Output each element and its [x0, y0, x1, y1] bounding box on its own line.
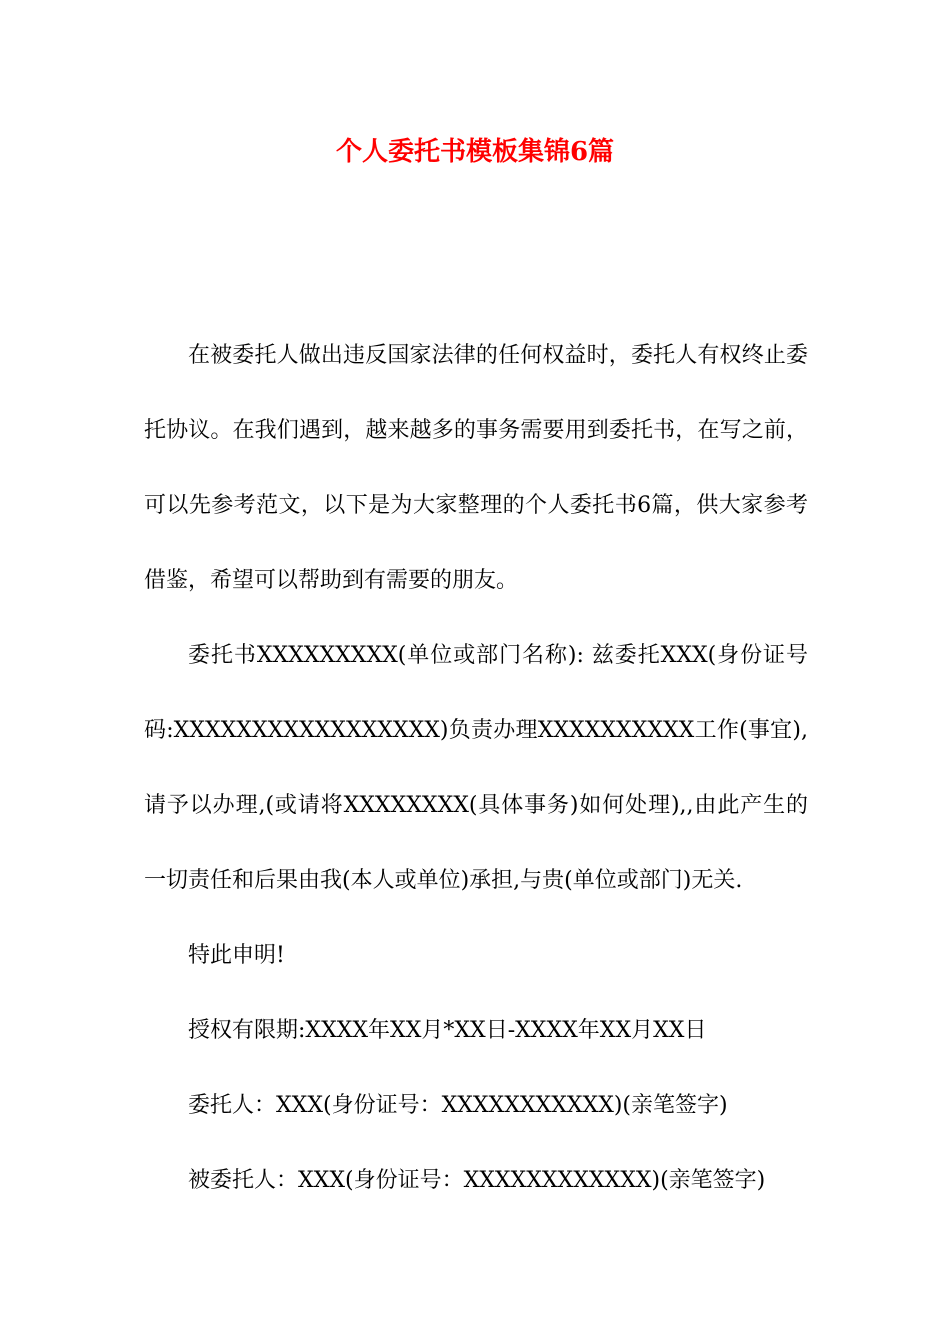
document-body — [144, 318, 808, 1218]
agent-signature-line: 被委托人：XXX(身份证号：XXXXXXXXXXXX)(亲笔签字) — [188, 1168, 766, 1193]
letter-paragraph: 委托书XXXXXXXXX(单位或部门名称): 兹委托XXX(身份证号码:XXXXXXXXXXXXXXXXX)负责办理XXXXXXXXXX工作(事宜),请予以办理,(或请将XXXXXXXX(具体事务)如何处理),,由此产生的一切责任和后果由我(本人或单位)承担,与贵(单位或部门)无关. — [144, 643, 808, 893]
document-title: 个人委托书模板集锦6篇 — [335, 137, 615, 167]
declaration-line: 特此申明! — [188, 943, 285, 968]
authorization-period-line: 授权有限期:XXXX年XX月*XX日-XXXX年XX月XX日 — [188, 1018, 707, 1043]
principal-signature-line: 委托人：XXX(身份证号：XXXXXXXXXXX)(亲笔签字) — [188, 1093, 728, 1118]
intro-paragraph: 在被委托人做出违反国家法律的任何权益时，委托人有权终止委托协议。在我们遇到，越来越多的事务需要用到委托书，在写之前，可以先参考范文，以下是为大家整理的个人委托书6篇，供大家参考借鉴，希望可以帮助到有需要的朋友。 — [144, 343, 808, 593]
